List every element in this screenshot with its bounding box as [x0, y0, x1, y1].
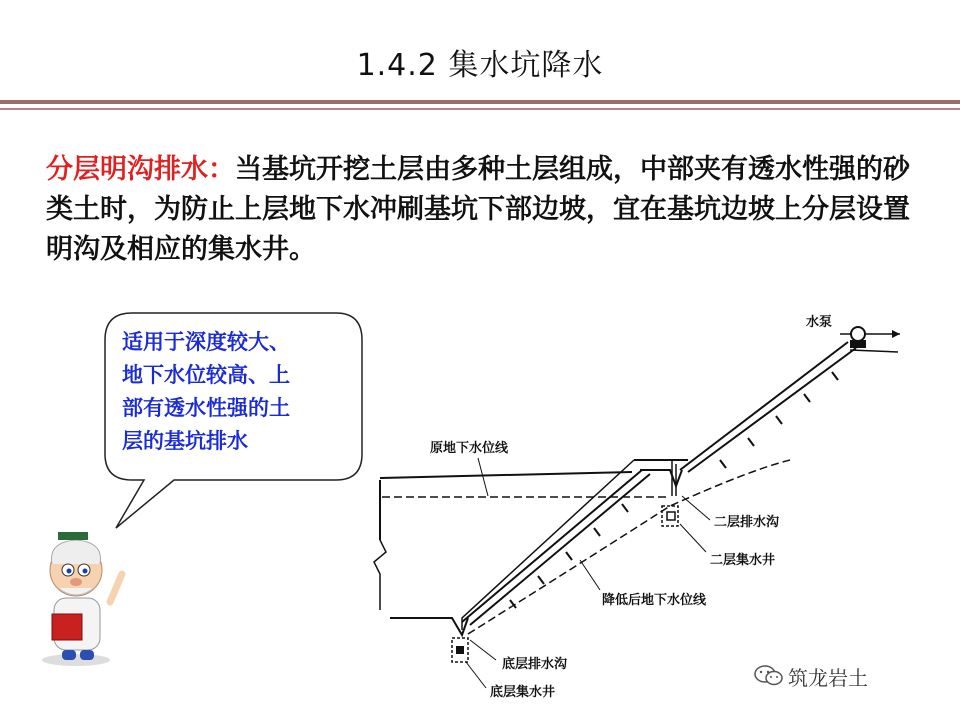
intro-paragraph — [46, 150, 926, 270]
page-title: 1.4.2 集水坑降水 — [356, 48, 604, 83]
label-original-water: 原地下水位线 — [430, 441, 509, 456]
label-well-level1: 底层集水井 — [490, 685, 556, 700]
pump-icon — [851, 327, 865, 341]
callout-line: 层的基坑排水 — [122, 429, 248, 453]
label-ditch-level2: 二层排水沟 — [714, 515, 780, 530]
intro-text: 当基坑开挖土层由多种土层组成，中部夹有透水性强的砂类土时，为防止上层地下水冲刷基坑下部边坡，宜在基坑边坡上分层设置明沟及相应的集水井。 — [46, 154, 910, 265]
professor-mascot-icon — [28, 528, 138, 668]
watermark-text: 筑龙岩土 — [788, 666, 868, 690]
upper-slope — [680, 342, 848, 470]
wechat-icon — [754, 664, 784, 688]
title-rule-thin — [0, 108, 960, 110]
label-well-level2: 二层集水井 — [710, 553, 776, 568]
label-pump: 水泵 — [806, 315, 833, 330]
drainage-diagram — [370, 300, 930, 720]
callout-line: 地下水位较高、上 — [122, 363, 290, 387]
callout-line: 部有透水性强的土 — [122, 396, 290, 420]
title-rule — [0, 100, 960, 104]
label-ditch-level1: 底层排水沟 — [502, 657, 568, 672]
intro-lead: 分层明沟排水： — [46, 154, 235, 185]
callout-text — [122, 326, 352, 458]
callout-line: 适用于深度较大、 — [122, 330, 290, 354]
label-lowered-water: 降低后地下水位线 — [602, 593, 707, 608]
